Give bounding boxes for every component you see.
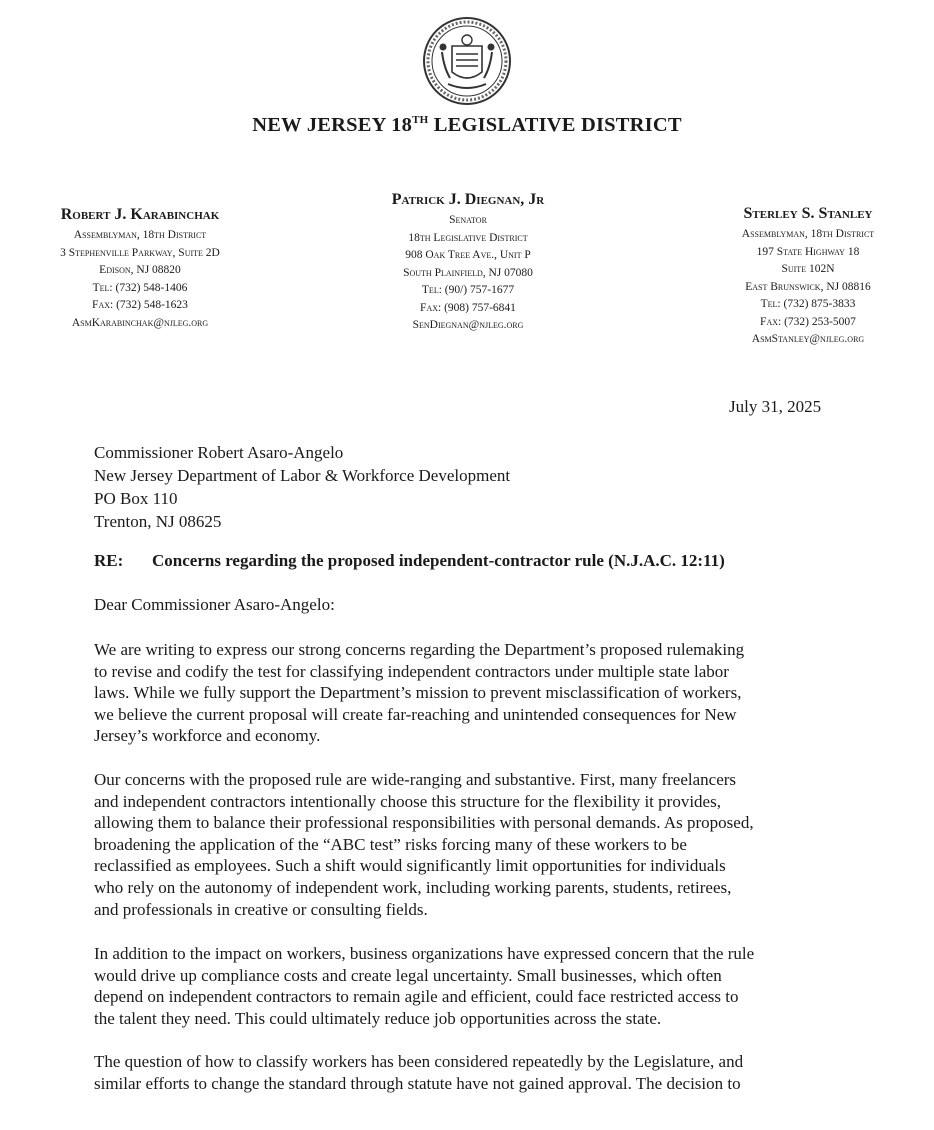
contact-name: Sterley S. Stanley bbox=[743, 205, 873, 222]
contact-line: 908 Oak Tree Ave., Unit P bbox=[405, 249, 531, 261]
text-line: broadening the application of the “ABC test” risks forcing many of these workers to be bbox=[94, 834, 687, 854]
contact-line: 3 Stephenville Parkway, Suite 2D bbox=[60, 246, 220, 259]
subject-label: RE: bbox=[94, 551, 124, 570]
contact-line: South Plainfield, NJ 07080 bbox=[403, 266, 533, 279]
address-line: Commissioner Robert Asaro-Angelo bbox=[94, 443, 344, 462]
contact-email: AsmKarabinchak@njleg.org bbox=[71, 316, 209, 329]
contact-line: Suite 102N bbox=[781, 263, 835, 275]
contact-line: Fax: (908) 757-6841 bbox=[420, 301, 516, 314]
nj-state-seal-icon bbox=[422, 16, 512, 106]
contact-block-diegnan bbox=[348, 190, 588, 335]
body-paragraph-2 bbox=[94, 769, 854, 920]
body-paragraph-3 bbox=[94, 943, 854, 1029]
subject-text: Concerns regarding the proposed independent-contractor rule (N.J.A.C. 12:11) bbox=[152, 551, 725, 570]
text-line: In addition to the impact on workers, business organizations have expressed concern that the rule bbox=[94, 944, 755, 963]
contact-line: East Brunswick, NJ 08816 bbox=[745, 280, 871, 293]
text-line: to revise and codify the test for classifying independent contractors under multiple state labor bbox=[94, 661, 729, 681]
contact-line: Assemblyman, 18th District bbox=[741, 228, 875, 240]
contact-email: AsmStanley@njleg.org bbox=[751, 333, 865, 345]
text-line: Jersey’s workforce and economy. bbox=[94, 726, 321, 746]
text-line: allowing them to balance their professional responsibilities with personal demands. As proposed, bbox=[94, 813, 754, 833]
subject-line bbox=[94, 551, 725, 571]
district-title: NEW JERSEY 18TH LEGISLATIVE DISTRICT bbox=[252, 114, 682, 136]
contact-line: 18th Legislative District bbox=[408, 231, 528, 244]
contact-name: Patrick J. Diegnan, Jr bbox=[391, 191, 545, 208]
text-line: the talent they need. This could ultimately reduce job opportunities across the state. bbox=[94, 1008, 662, 1028]
contact-line: 197 State Highway 18 bbox=[756, 245, 860, 258]
contact-line: Assemblyman, 18th District bbox=[73, 229, 207, 241]
address-line: New Jersey Department of Labor & Workforce Development bbox=[94, 466, 511, 485]
contact-block-karabinchak bbox=[20, 205, 260, 332]
contact-line: Fax: (732) 253-5007 bbox=[760, 315, 856, 328]
text-line: reclassified as employees. Such a shift would significantly limit opportunities for individuals bbox=[94, 856, 726, 876]
contact-line: Tel: (732) 875-3833 bbox=[760, 298, 856, 310]
body-paragraph-4 bbox=[94, 1051, 854, 1094]
contact-name: Robert J. Karabinchak bbox=[60, 206, 220, 223]
text-line: Our concerns with the proposed rule are wide-ranging and substantive. First, many freelancers bbox=[94, 770, 737, 789]
address-line: PO Box 110 bbox=[94, 489, 178, 508]
text-line: would drive up compliance costs and create legal uncertainty. Small businesses, which often bbox=[94, 965, 722, 985]
contact-line: Tel: (90/) 757-1677 bbox=[421, 284, 515, 296]
text-line: and independent contractors intentionally choose this structure for the flexibility it provides, bbox=[94, 791, 721, 811]
text-line: depend on independent contractors to remain agile and efficient, could face restricted access to bbox=[94, 987, 739, 1007]
contact-line: Fax: (732) 548-1623 bbox=[92, 299, 188, 311]
letter-date: July 31, 2025 bbox=[729, 397, 822, 416]
text-line: and professionals in creative or consulting fields. bbox=[94, 899, 428, 919]
body-paragraph-1 bbox=[94, 639, 854, 747]
text-line: similar efforts to change the standard through statute have not gained approval. The decision to bbox=[94, 1073, 741, 1093]
text-line: who rely on the autonomy of independent work, including working parents, students, retirees, bbox=[94, 877, 732, 897]
salutation: Dear Commissioner Asaro-Angelo: bbox=[94, 595, 335, 614]
contact-line: Tel: (732) 548-1406 bbox=[92, 281, 188, 294]
contact-line: Edison, NJ 08820 bbox=[99, 264, 181, 276]
text-line: The question of how to classify workers has been considered repeatedly by the Legislature, and bbox=[94, 1052, 744, 1071]
contact-email: SenDiegnan@njleg.org bbox=[412, 319, 524, 331]
contact-line: Senator bbox=[449, 214, 487, 226]
text-line: We are writing to express our strong concerns regarding the Department’s proposed rulemaking bbox=[94, 640, 745, 659]
text-line: laws. While we fully support the Department’s mission to prevent misclassification of workers, bbox=[94, 683, 742, 703]
text-line: we believe the current proposal will create far-reaching and unintended consequences for New bbox=[94, 704, 737, 724]
address-line: Trenton, NJ 08625 bbox=[94, 512, 222, 531]
recipient-address bbox=[94, 441, 510, 533]
contact-block-stanley bbox=[692, 204, 924, 349]
